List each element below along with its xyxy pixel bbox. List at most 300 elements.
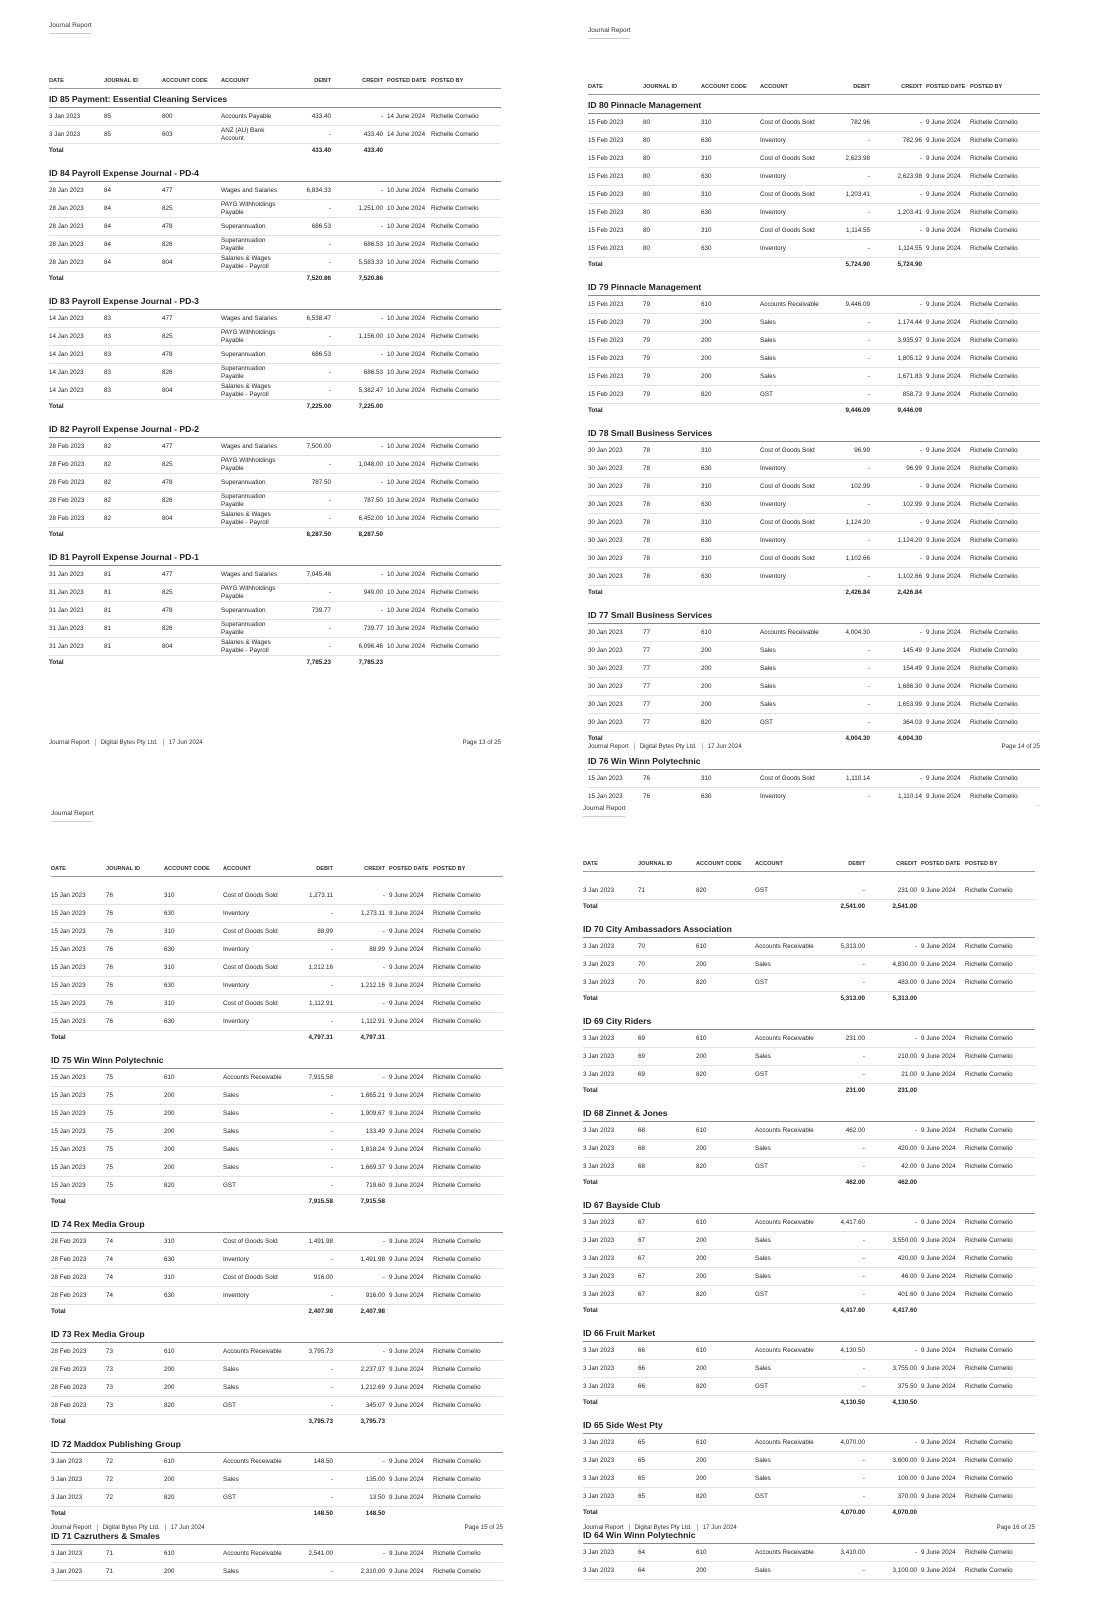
credit-cell: - xyxy=(337,887,389,905)
empty-cell xyxy=(696,1506,755,1520)
empty-cell xyxy=(638,992,696,1006)
journal-id-cell: 70 xyxy=(638,956,696,974)
journal-group-title: ID 74 Rex Media Group xyxy=(51,1214,503,1233)
debit-cell: - xyxy=(817,1268,869,1286)
posted-by-cell: Richelle Cornelio xyxy=(433,1287,503,1305)
debit-cell: - xyxy=(817,1378,869,1396)
posted-date-cell: 9 June 2024 xyxy=(926,132,970,150)
posted-by-cell: Richelle Cornelio xyxy=(970,496,1040,514)
date-cell: 3 Jan 2023 xyxy=(583,1066,638,1084)
debit-cell: - xyxy=(285,1563,337,1581)
account-code-cell: 200 xyxy=(164,1361,223,1379)
date-cell: 15 Feb 2023 xyxy=(588,168,643,186)
account-code-cell: 200 xyxy=(164,1471,223,1489)
debit-cell: - xyxy=(285,1159,337,1177)
journal-group-header xyxy=(588,95,1040,114)
total-row xyxy=(583,1304,1035,1318)
account-cell: Superannuation Payable xyxy=(221,620,283,638)
credit-cell: - xyxy=(337,1233,389,1251)
date-cell: 15 Jan 2023 xyxy=(51,1123,106,1141)
journal-id-cell: 75 xyxy=(106,1123,164,1141)
total-credit: 8,287.50 xyxy=(358,530,383,538)
debit-cell: 4,070.00 xyxy=(817,1434,869,1452)
empty-cell xyxy=(106,1195,164,1209)
debit-cell: - xyxy=(283,236,335,254)
account-cell: Salaries & Wages Payable - Payroll xyxy=(221,510,283,528)
date-cell: 3 Jan 2023 xyxy=(583,1488,638,1506)
total-debit: 8,287.50 xyxy=(306,530,331,538)
total-row xyxy=(49,144,501,158)
posted-date-cell: 9 June 2024 xyxy=(926,240,970,258)
account-code-cell: 200 xyxy=(164,1123,223,1141)
journal-id-cell: 65 xyxy=(638,1470,696,1488)
empty-cell xyxy=(755,1176,817,1190)
empty-cell xyxy=(638,900,696,914)
journal-group-title: ID 69 City Riders xyxy=(583,1011,1035,1030)
debit-cell: - xyxy=(283,328,335,346)
journal-group-title: ID 83 Payroll Expense Journal - PD-3 xyxy=(49,291,501,310)
account-cell: Cost of Goods Sold xyxy=(760,114,822,132)
posted-by-cell: Richelle Cornelio xyxy=(970,714,1040,732)
posted-by-cell: Richelle Cornelio xyxy=(433,1563,503,1581)
total-debit: 231.00 xyxy=(845,1086,865,1094)
credit-cell: - xyxy=(869,1434,921,1452)
debit-cell: - xyxy=(283,126,335,144)
total-label: Total xyxy=(49,658,64,666)
credit-cell: - xyxy=(869,938,921,956)
date-cell: 31 Jan 2023 xyxy=(49,620,104,638)
posted-date-cell: 9 June 2024 xyxy=(921,1286,965,1304)
account-cell: Sales xyxy=(760,696,822,714)
posted-by-cell: Richelle Cornelio xyxy=(433,1177,503,1195)
journal-id-cell: 72 xyxy=(106,1489,164,1507)
credit-cell: 364.03 xyxy=(874,714,926,732)
posted-date-cell: 9 June 2024 xyxy=(921,938,965,956)
empty-cell xyxy=(104,528,162,542)
date-cell: 15 Jan 2023 xyxy=(51,1177,106,1195)
credit-cell: 1,212.16 xyxy=(337,977,389,995)
posted-by-cell: Richelle Cornelio xyxy=(431,182,501,200)
posted-date-cell: 9 June 2024 xyxy=(389,1251,433,1269)
date-cell: 15 Jan 2023 xyxy=(51,1105,106,1123)
total-credit: 433.40 xyxy=(363,146,383,154)
debit-cell: - xyxy=(285,1397,337,1415)
debit-cell: - xyxy=(822,496,874,514)
footer-date: 17 Jun 2024 xyxy=(163,739,208,746)
empty-cell xyxy=(760,404,822,418)
date-cell: 15 Jan 2023 xyxy=(588,770,643,788)
journal-id-cell: 79 xyxy=(643,368,701,386)
debit-cell: 782.96 xyxy=(822,114,874,132)
posted-date-cell: 9 June 2024 xyxy=(926,114,970,132)
journal-group-header xyxy=(588,423,1040,442)
table-row xyxy=(583,1250,1035,1268)
credit-cell: 858.73 xyxy=(874,386,926,404)
journal-group-title: ID 67 Bayside Club xyxy=(583,1195,1035,1214)
table-row xyxy=(583,1122,1035,1140)
account-cell: Accounts Receivable xyxy=(755,1214,817,1232)
posted-by-cell: Richelle Cornelio xyxy=(433,1159,503,1177)
table-row xyxy=(588,568,1040,586)
journal-table-body xyxy=(588,95,1040,806)
date-cell: 3 Jan 2023 xyxy=(583,1470,638,1488)
account-cell: Superannuation Payable xyxy=(221,492,283,510)
date-cell: 3 Jan 2023 xyxy=(583,1378,638,1396)
posted-by-cell: Richelle Cornelio xyxy=(965,1360,1035,1378)
table-row xyxy=(49,364,501,382)
journal-id-cell: 66 xyxy=(638,1378,696,1396)
footer-date: 17 Jun 2024 xyxy=(702,743,747,750)
total-label: Total xyxy=(583,1178,598,1186)
account-cell: Wages and Salaries xyxy=(221,566,283,584)
empty-cell xyxy=(638,1176,696,1190)
total-debit: 4,004.30 xyxy=(845,734,870,742)
account-cell: Sales xyxy=(760,642,822,660)
account-cell: PAYG Withholdings Payable xyxy=(221,328,283,346)
account-cell: GST xyxy=(755,974,817,992)
empty-cell xyxy=(104,272,162,286)
date-cell: 28 Jan 2023 xyxy=(49,182,104,200)
posted-by-cell: Richelle Cornelio xyxy=(970,788,1040,806)
journal-id-cell: 74 xyxy=(106,1233,164,1251)
credit-cell: - xyxy=(874,114,926,132)
credit-cell: 3,935.97 xyxy=(874,332,926,350)
journal-id-cell: 65 xyxy=(638,1434,696,1452)
date-cell: 30 Jan 2023 xyxy=(588,642,643,660)
posted-by-cell: Richelle Cornelio xyxy=(431,200,501,218)
debit-cell: - xyxy=(285,1087,337,1105)
account-code-cell: 310 xyxy=(164,959,223,977)
date-cell: 15 Jan 2023 xyxy=(51,905,106,923)
date-cell: 15 Feb 2023 xyxy=(588,368,643,386)
journal-id-cell: 69 xyxy=(638,1066,696,1084)
empty-cell xyxy=(643,258,701,272)
account-cell: Inventory xyxy=(760,532,822,550)
journal-group-header xyxy=(588,277,1040,296)
table-row xyxy=(51,1453,503,1471)
account-cell: Sales xyxy=(223,1141,285,1159)
posted-date-cell: 9 June 2024 xyxy=(921,1488,965,1506)
table-row xyxy=(49,310,501,328)
posted-date-cell: 10 June 2024 xyxy=(387,566,431,584)
account-code-cell: 826 xyxy=(162,364,221,382)
account-cell: Accounts Receivable xyxy=(223,1343,285,1361)
posted-by-cell: Richelle Cornelio xyxy=(431,602,501,620)
date-cell: 3 Jan 2023 xyxy=(583,1268,638,1286)
account-cell: Inventory xyxy=(760,204,822,222)
account-cell: Inventory xyxy=(223,905,285,923)
debit-cell: 88.99 xyxy=(285,923,337,941)
credit-cell: - xyxy=(874,770,926,788)
debit-cell: 1,491.98 xyxy=(285,1233,337,1251)
credit-cell: 345.07 xyxy=(337,1397,389,1415)
credit-cell: 3,100.00 xyxy=(869,1562,921,1580)
empty-cell xyxy=(638,1396,696,1410)
posted-date-cell: 9 June 2024 xyxy=(921,1342,965,1360)
table-row xyxy=(49,126,501,144)
total-credit: 7,225.00 xyxy=(358,402,383,410)
total-credit: 2,541.00 xyxy=(892,902,917,910)
debit-cell: 1,110.14 xyxy=(822,770,874,788)
debit-cell: 1,212.16 xyxy=(285,959,337,977)
total-label: Total xyxy=(49,530,64,538)
account-cell: Sales xyxy=(755,956,817,974)
table-row xyxy=(588,550,1040,568)
posted-by-cell: Richelle Cornelio xyxy=(433,1545,503,1563)
table-row xyxy=(51,1269,503,1287)
posted-by-cell: Richelle Cornelio xyxy=(970,624,1040,642)
date-cell: 30 Jan 2023 xyxy=(588,714,643,732)
total-debit: 5,724.90 xyxy=(845,260,870,268)
total-row xyxy=(583,1396,1035,1410)
credit-cell: 1,102.66 xyxy=(874,568,926,586)
account-cell: Cost of Goods Sold xyxy=(223,995,285,1013)
account-code-cell: 610 xyxy=(696,938,755,956)
posted-date-cell: 9 June 2024 xyxy=(926,660,970,678)
account-code-cell: 310 xyxy=(701,222,760,240)
empty-cell xyxy=(389,1507,433,1521)
journal-id-cell: 84 xyxy=(104,254,162,272)
total-credit: 148.50 xyxy=(365,1509,385,1517)
col-date-header: DATE xyxy=(51,864,106,877)
credit-cell: 1,110.14 xyxy=(874,788,926,806)
table-row xyxy=(49,382,501,400)
empty-cell xyxy=(433,1305,503,1319)
account-code-cell: 820 xyxy=(696,974,755,992)
empty-cell xyxy=(696,1396,755,1410)
account-cell: Superannuation Payable xyxy=(221,364,283,382)
col-posted-by-header: POSTED BY xyxy=(970,82,1040,95)
table-row xyxy=(49,602,501,620)
table-row xyxy=(51,959,503,977)
empty-cell xyxy=(387,400,431,414)
date-cell: 3 Jan 2023 xyxy=(583,1122,638,1140)
debit-cell: - xyxy=(817,1066,869,1084)
col-date-header: DATE xyxy=(49,76,104,89)
posted-by-cell: Richelle Cornelio xyxy=(970,386,1040,404)
account-cell: Sales xyxy=(760,314,822,332)
account-cell: Sales xyxy=(755,1048,817,1066)
credit-cell: 739.77 xyxy=(335,620,387,638)
account-code-cell: 820 xyxy=(696,882,755,900)
posted-by-cell: Richelle Cornelio xyxy=(433,887,503,905)
account-cell: Wages and Salaries xyxy=(221,310,283,328)
debit-cell: - xyxy=(285,905,337,923)
total-row xyxy=(51,1507,503,1521)
account-cell: Sales xyxy=(755,1250,817,1268)
account-code-cell: 477 xyxy=(162,310,221,328)
journal-group-header xyxy=(588,605,1040,624)
posted-date-cell: 9 June 2024 xyxy=(921,1268,965,1286)
date-cell: 14 Jan 2023 xyxy=(49,346,104,364)
account-code-cell: 825 xyxy=(162,456,221,474)
account-cell: GST xyxy=(223,1489,285,1507)
account-code-cell: 825 xyxy=(162,200,221,218)
debit-cell: - xyxy=(285,1489,337,1507)
credit-cell: 145.49 xyxy=(874,642,926,660)
account-code-cell: 630 xyxy=(701,568,760,586)
table-row xyxy=(51,1343,503,1361)
table-row xyxy=(51,1397,503,1415)
posted-by-cell: Richelle Cornelio xyxy=(431,328,501,346)
credit-cell: - xyxy=(869,1342,921,1360)
journal-id-cell: 78 xyxy=(643,460,701,478)
account-cell: Superannuation xyxy=(221,346,283,364)
total-credit: 3,795.73 xyxy=(360,1417,385,1425)
date-cell: 3 Jan 2023 xyxy=(51,1453,106,1471)
posted-by-cell: Richelle Cornelio xyxy=(433,1379,503,1397)
posted-date-cell: 14 June 2024 xyxy=(387,108,431,126)
journal-group-title: ID 85 Payment: Essential Cleaning Services xyxy=(49,89,501,108)
journal-group-header xyxy=(51,1434,503,1453)
posted-by-cell: Richelle Cornelio xyxy=(970,240,1040,258)
posted-date-cell: 10 June 2024 xyxy=(387,510,431,528)
journal-id-cell: 76 xyxy=(106,905,164,923)
journal-id-cell: 75 xyxy=(106,1069,164,1087)
debit-cell: - xyxy=(817,882,869,900)
posted-date-cell: 9 June 2024 xyxy=(926,642,970,660)
debit-cell: 6,538.47 xyxy=(283,310,335,328)
total-label: Total xyxy=(588,588,603,596)
table-row xyxy=(583,1214,1035,1232)
date-cell: 15 Feb 2023 xyxy=(588,132,643,150)
debit-cell: 1,203.41 xyxy=(822,186,874,204)
posted-date-cell: 10 June 2024 xyxy=(387,236,431,254)
table-row xyxy=(583,1268,1035,1286)
posted-date-cell: 9 June 2024 xyxy=(389,1379,433,1397)
date-cell: 30 Jan 2023 xyxy=(588,514,643,532)
table-row xyxy=(583,938,1035,956)
date-cell: 28 Feb 2023 xyxy=(49,474,104,492)
posted-date-cell: 9 June 2024 xyxy=(926,770,970,788)
account-cell: Accounts Receivable xyxy=(223,1453,285,1471)
date-cell: 15 Feb 2023 xyxy=(588,204,643,222)
journal-id-cell: 76 xyxy=(643,788,701,806)
account-code-cell: 610 xyxy=(696,1214,755,1232)
credit-cell: - xyxy=(874,442,926,460)
posted-date-cell: 9 June 2024 xyxy=(921,956,965,974)
footer-report-name: Journal Report xyxy=(588,743,629,750)
posted-date-cell: 9 June 2024 xyxy=(389,1233,433,1251)
credit-cell: 1,124.20 xyxy=(874,532,926,550)
credit-cell: 1,203.41 xyxy=(874,204,926,222)
empty-cell xyxy=(162,272,221,286)
table-row xyxy=(49,254,501,272)
account-cell: GST xyxy=(755,1286,817,1304)
journal-id-cell: 64 xyxy=(638,1544,696,1562)
credit-cell: 1,251.00 xyxy=(335,200,387,218)
table-row xyxy=(51,1087,503,1105)
account-code-cell: 826 xyxy=(162,236,221,254)
journal-id-cell: 67 xyxy=(638,1286,696,1304)
account-cell: Sales xyxy=(755,1140,817,1158)
credit-cell: - xyxy=(337,959,389,977)
total-debit: 2,407.98 xyxy=(308,1307,333,1315)
account-code-cell: 630 xyxy=(701,240,760,258)
empty-cell xyxy=(431,144,501,158)
date-cell: 15 Feb 2023 xyxy=(588,186,643,204)
date-cell: 31 Jan 2023 xyxy=(49,584,104,602)
total-debit: 4,417.60 xyxy=(840,1306,865,1314)
account-code-cell: 310 xyxy=(164,995,223,1013)
empty-cell xyxy=(643,586,701,600)
debit-cell: 1,102.66 xyxy=(822,550,874,568)
account-code-cell: 478 xyxy=(162,602,221,620)
account-code-cell: 200 xyxy=(696,1470,755,1488)
credit-cell: 483.00 xyxy=(869,974,921,992)
date-cell: 28 Feb 2023 xyxy=(51,1343,106,1361)
table-row xyxy=(588,714,1040,732)
credit-cell: 2,623.98 xyxy=(874,168,926,186)
journal-id-cell: 70 xyxy=(638,974,696,992)
posted-by-cell: Richelle Cornelio xyxy=(970,350,1040,368)
table-header-row xyxy=(588,82,1040,95)
journal-id-cell: 85 xyxy=(104,108,162,126)
table-row xyxy=(588,350,1040,368)
account-code-cell: 200 xyxy=(164,1141,223,1159)
posted-date-cell: 9 June 2024 xyxy=(926,568,970,586)
account-cell: Accounts Receivable xyxy=(755,1434,817,1452)
table-row xyxy=(588,770,1040,788)
credit-cell: 154.49 xyxy=(874,660,926,678)
journal-id-cell: 67 xyxy=(638,1268,696,1286)
journal-id-cell: 82 xyxy=(104,510,162,528)
date-cell: 15 Feb 2023 xyxy=(588,150,643,168)
journal-id-cell: 73 xyxy=(106,1379,164,1397)
table-row xyxy=(588,660,1040,678)
empty-cell xyxy=(965,992,1035,1006)
date-cell: 15 Feb 2023 xyxy=(588,386,643,404)
posted-date-cell: 10 June 2024 xyxy=(387,254,431,272)
account-cell: Sales xyxy=(223,1105,285,1123)
posted-by-cell: Richelle Cornelio xyxy=(433,1087,503,1105)
debit-cell: - xyxy=(822,460,874,478)
journal-group-title: ID 82 Payroll Expense Journal - PD-2 xyxy=(49,419,501,438)
table-row xyxy=(49,492,501,510)
account-code-cell: 610 xyxy=(164,1343,223,1361)
posted-by-cell: Richelle Cornelio xyxy=(433,1489,503,1507)
credit-cell: 1,665.21 xyxy=(337,1087,389,1105)
account-cell: Sales xyxy=(223,1087,285,1105)
debit-cell: - xyxy=(822,386,874,404)
account-code-cell: 630 xyxy=(701,788,760,806)
account-cell: Cost of Goods Sold xyxy=(760,550,822,568)
account-cell: Cost of Goods Sold xyxy=(223,959,285,977)
empty-cell xyxy=(162,528,221,542)
footer-report-name: Journal Report xyxy=(49,739,90,746)
table-row xyxy=(588,314,1040,332)
credit-cell: 401.60 xyxy=(869,1286,921,1304)
posted-date-cell: 10 June 2024 xyxy=(387,438,431,456)
col-date-header: DATE xyxy=(583,859,638,872)
debit-cell: - xyxy=(285,1379,337,1397)
credit-cell: 100.00 xyxy=(869,1470,921,1488)
journal-id-cell: 84 xyxy=(104,236,162,254)
account-code-cell: 310 xyxy=(701,442,760,460)
journal-id-cell: 76 xyxy=(106,1013,164,1031)
empty-cell xyxy=(701,404,760,418)
posted-date-cell: 9 June 2024 xyxy=(389,1361,433,1379)
credit-cell: - xyxy=(874,150,926,168)
posted-by-cell: Richelle Cornelio xyxy=(433,941,503,959)
empty-cell xyxy=(921,992,965,1006)
credit-cell: 787.50 xyxy=(335,492,387,510)
account-code-cell: 825 xyxy=(162,584,221,602)
journal-id-cell: 74 xyxy=(106,1251,164,1269)
col-credit-header: CREDIT xyxy=(869,859,921,872)
account-cell: Inventory xyxy=(223,1287,285,1305)
debit-cell: - xyxy=(822,696,874,714)
